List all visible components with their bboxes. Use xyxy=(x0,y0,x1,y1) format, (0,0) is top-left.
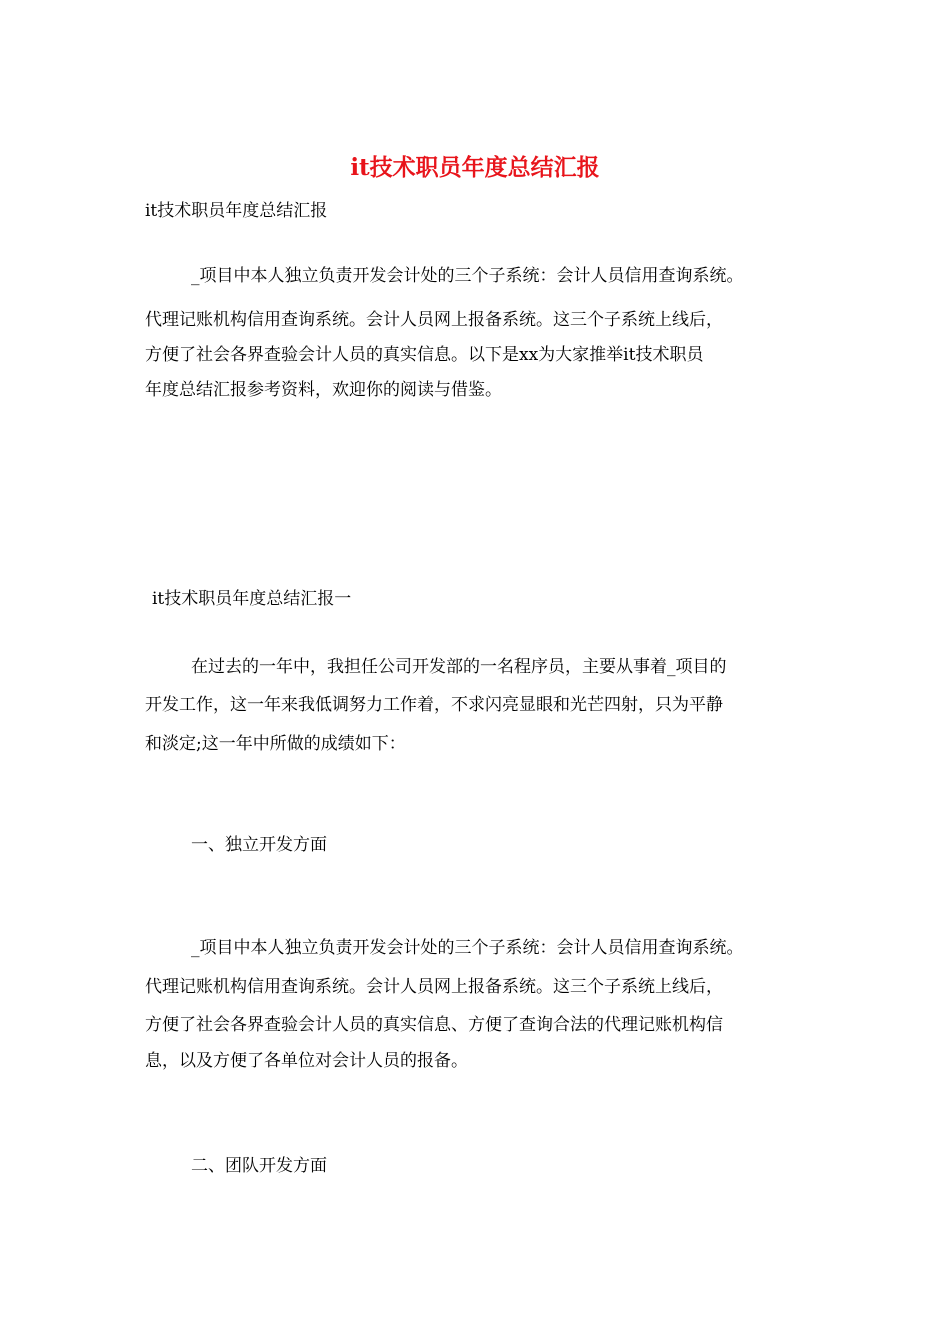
paragraph-line: _项目中本人独立负责开发会计处的三个子系统：会计人员信用查询系统。 xyxy=(191,938,744,958)
intro-line: 方便了社会各界查验会计人员的真实信息。以下是xx为大家推举it技术职员 xyxy=(145,345,704,365)
intro-line: 代理记账机构信用查询系统。会计人员网上报备系统。这三个子系统上线后， xyxy=(145,310,723,330)
paragraph-line: 代理记账机构信用查询系统。会计人员网上报备系统。这三个子系统上线后， xyxy=(145,977,723,997)
paragraph-line: 开发工作，这一年来我低调努力工作着，不求闪亮显眼和光芒四射，只为平静 xyxy=(145,695,723,715)
paragraph-line: 方便了社会各界查验会计人员的真实信息、方便了查询合法的代理记账机构信 xyxy=(145,1015,723,1035)
section-heading: it技术职员年度总结汇报一 xyxy=(152,589,352,609)
intro-line: 年度总结汇报参考资料，欢迎你的阅读与借鉴。 xyxy=(145,380,502,400)
intro-line: _项目中本人独立负责开发会计处的三个子系统：会计人员信用查询系统。 xyxy=(191,266,744,286)
subsection-heading: 二、团队开发方面 xyxy=(191,1156,327,1176)
document-subtitle: it技术职员年度总结汇报 xyxy=(145,201,328,221)
document-title: it技术职员年度总结汇报 xyxy=(350,154,600,181)
paragraph-line: 在过去的一年中，我担任公司开发部的一名程序员，主要从事着_项目的 xyxy=(191,657,727,677)
subsection-heading: 一、独立开发方面 xyxy=(191,835,327,855)
paragraph-line: 和淡定;这一年中所做的成绩如下： xyxy=(145,734,406,754)
paragraph-line: 息，以及方便了各单位对会计人员的报备。 xyxy=(145,1051,468,1071)
